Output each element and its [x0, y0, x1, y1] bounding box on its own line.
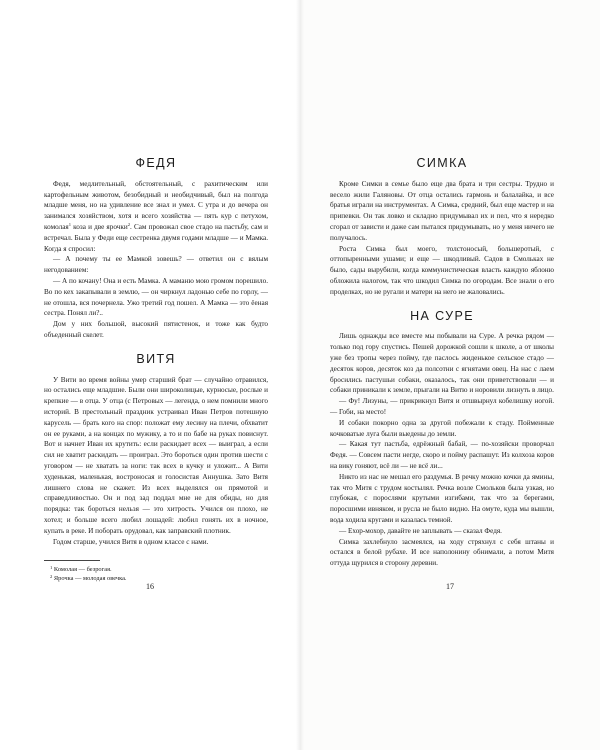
paragraph: Роста Симка был моего, толстоносый, большеротый, с оттопыренными ушами; и еще — шкодливый. Садов в Смольках не было, сады вырубили, когда коммунистическая власть каждую яблоню обложила налогом, так что шкодил Симка по огородам. Все знали о его проделках, но не ругали и матери на него не жаловались. — [330, 244, 554, 296]
footnote-number: 2 — [50, 574, 53, 580]
section-title-simka: СИМКА — [416, 156, 468, 170]
paragraph-text: коза и две ярочки — [71, 222, 128, 231]
footnote-rule — [44, 560, 100, 561]
paragraph: — Фу! Лизуны, — прикрикнул Витя и отшвырнул кобелишку ногой. — Гоби, на место! — [330, 397, 554, 416]
paragraph: — Ехор-мохор, давайте не заплывать — сказал Федя. — [339, 526, 502, 535]
paragraph: Дом у них большой, высокий пятистенок, и тоже как будто объеденный скелет. — [44, 320, 268, 339]
footnote-number: 1 — [50, 565, 53, 571]
paragraph — [44, 179, 268, 255]
footnote-1 — [44, 565, 268, 574]
paragraph: Кроме Симки в семье было еще два брата и три сестры. Трудно и весело жили Галяновы. От отца остались гармонь и балалайка, и все братья играли на инструментах. А Симка, средний, был еще мастер и на припевки. Он так ловко и складно придумывал их и пел, что я нередко сгорал от зависти и даже сам пытался придумывать, но у меня ничего не получалось. — [330, 179, 554, 242]
section-title-fedya: ФЕДЯ — [135, 156, 177, 170]
section-title-vitya: ВИТЯ — [136, 351, 176, 366]
paragraph: — А по кочану! Она и есть Мамка. А маманю мою громом порешило. Во по кех закапывали в землю, — он чиркнул ладонью себе по горлу, — не отошла, вся почернела. Ужо третий год пошел. А Мамка — это ёеная сестра. Понял ли?.. — [44, 276, 268, 318]
paragraph-text: Сам провожал свое стадо на пастьбу, сам и встречал. Была у Феди еще сестренка двумя годами младше — и Мамка. Когда я спросил: — [44, 222, 268, 253]
page-number-left: 16 — [146, 582, 154, 591]
paragraph-text: Федя, медлительный, обстоятельный, с рахитическим или картофельным животом, безобидный и необидчивый, был на полгода младше меня, но на удивление все знал и умел. С утра и до вечера он занимался хозяйством, хотя и всего хозяйства — пять кур с петухом, комолая — [44, 179, 268, 231]
footnote-text: Ярочка — молодая овечка. — [53, 575, 127, 583]
paragraph: Симка захлебнуло засмеялся, на ходу стряхнул с себя штаны и остался в белой рубахе. И все наполонину обнимали, а потом Митя оттуда щурился в сторону деревни. — [330, 537, 554, 568]
paragraph: — Какая тут пастьба, едрёжный бабай, — по-хозяйски проворчал Федя. — Совсем пасти негде, скоро и пойму распашут. Из колхоза коров на вику гоняют, всё ли — не всё ли... — [330, 440, 554, 470]
paragraph-text: . — [129, 222, 132, 231]
footnote-text: Комолая — безрогая. — [53, 566, 112, 574]
section-title-na-sure: НА СУРЕ — [410, 308, 474, 323]
paragraph: Годом старше, учился Витя в одном классе с нами. — [53, 537, 209, 546]
page-number-right: 17 — [446, 582, 454, 591]
footnotes — [44, 560, 268, 583]
footnote-ref-1: 1 — [68, 221, 72, 227]
paragraph: Никто из нас не мешал его раздумья. В речку можно кочки да ямины, так что Митя с трудом костылял. Речка возле Смольков была узкая, но глубокая, с порослями крутыми изгибами, так что за берегами, поросшими ивняком, и русла не было видно. На омуте, куда мы вышли, вода ходила кругами и казалась темной. — [330, 472, 554, 524]
left-column — [44, 158, 268, 583]
footnote-ref-2: 2 — [127, 221, 130, 227]
paragraph: Лишь однажды все вместе мы побывали на Суре. А речка рядом — только под гору спустись. Пешей дорожкой сошли к школе, а от школы уже без тропы через пойму, где паслось жиденькое сельское стадо — десяток коров, десяток коз да полсотни с ягнятами овец. На нас с лаем бросились пастушьи собаки, оказалось, так они приветствовали — и собаки приникали к земле, прыгали на Витю и норовили лизнуть в лицо. — [330, 332, 554, 395]
book-gutter — [296, 0, 304, 750]
right-column — [330, 158, 554, 569]
paragraph: И собаки покорно одна за другой побежали к стаду. Пойменные кочковатые луга были выедены до земли. — [330, 418, 554, 438]
paragraph: — А почему ты ее Мамкой зовешь? — ответил он с вялым негодованием: — [44, 255, 268, 275]
paragraph: У Вити во время войны умер старший брат — случайно отравился, но остались еще младшие. Были они широколицые, курносые, рослые и крепкие — в отца. У отца (с Петровых — легенда, о нем помнили много историй. В престольный праздник устраивал Иван Петров потешную карусель — брать кого на спор: положат ему лесину на плечи, обхватит он ее руками, а на концах по мужику, а то и по бабе на руках повиснут. Вот и начнет Иван их крутить: если раскидает всех — выиграл, а если сил не хватит раскидать — проиграл. Это бороться один против шести с уговором — не хватать за ноги: так всех в кучку и уложит... А Вити худенькая, маленькая, востроносая и голосистая Аннушка. Зато Витя лишнего слова не скажет. Из всех выделялся он прямотой и справедливостью. Он и под зад поддал мне не для обиды, но для порядка: так бороться нельзя — это хитрость. Учился он плохо, не хотел; и больше всего любил лошадей: любил гонять их в ночное, купать в реке. И поборать орудовал, как заправский плотник. — [44, 375, 268, 535]
